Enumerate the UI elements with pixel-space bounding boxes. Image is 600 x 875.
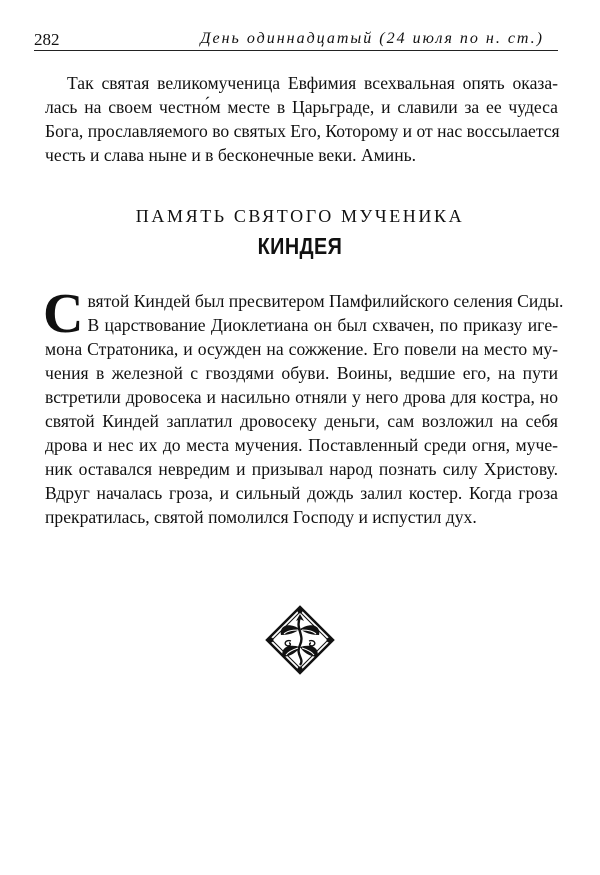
- floral-vignette-graphic: [265, 605, 335, 675]
- intro-line: Бога, прославляемого во святых Его, Которому и от нас воссылается: [45, 121, 560, 141]
- page-number: 282: [34, 30, 60, 49]
- body-line: ник оставался невредим и призывал народ познать силу Христову.: [45, 459, 558, 479]
- body-paragraph: [43, 283, 564, 529]
- intro-line: лась на своем честно́м месте в Царьграде, и славили за ее чудеса: [45, 97, 558, 117]
- body-line: прекратилась, святой помолился Господу и испустил дух.: [45, 507, 477, 527]
- intro-line: Так святая великомученица Евфимия всехвальная опять оказа-: [67, 73, 558, 93]
- page-header: [34, 28, 558, 51]
- section-subtitle: ПАМЯТЬ СВЯТОГО МУЧЕНИКА: [135, 206, 465, 226]
- body-line: дрова и нес их до места мучения. Поставленный среди огня, муче-: [45, 435, 558, 455]
- body-line: Вдруг началась гроза, и сильный дождь залил костер. Когда гроза: [45, 483, 558, 503]
- body-line: мона Стратоника, и осужден на сожжение. Его повели на место му-: [45, 339, 558, 359]
- running-title: День одиннадцатый (24 июля по н. ст.): [200, 30, 544, 47]
- body-line: вятой Киндей был пресвитером Памфилийского селения Сиды.: [87, 291, 564, 311]
- body-line: В царствование Диоклетиана он был схвачен, по приказу игe-: [87, 315, 558, 335]
- body-line: чения в железной с гвоздями обуви. Воины, ведшие его, на пути: [45, 363, 558, 383]
- section-title: КИНДЕЯ: [257, 233, 343, 259]
- floral-vignette-icon: [265, 605, 335, 675]
- intro-paragraph: [45, 71, 558, 167]
- drop-cap: С: [43, 283, 84, 345]
- body-line: святой Киндей заплатил дровосеку деньги, сам возложил на себя: [45, 411, 558, 431]
- body-line: встретили дровосека и насильно отняли у него дрова для костра, но: [45, 387, 558, 407]
- intro-line: честь и слава ныне и в бесконечные веки. Аминь.: [45, 145, 417, 165]
